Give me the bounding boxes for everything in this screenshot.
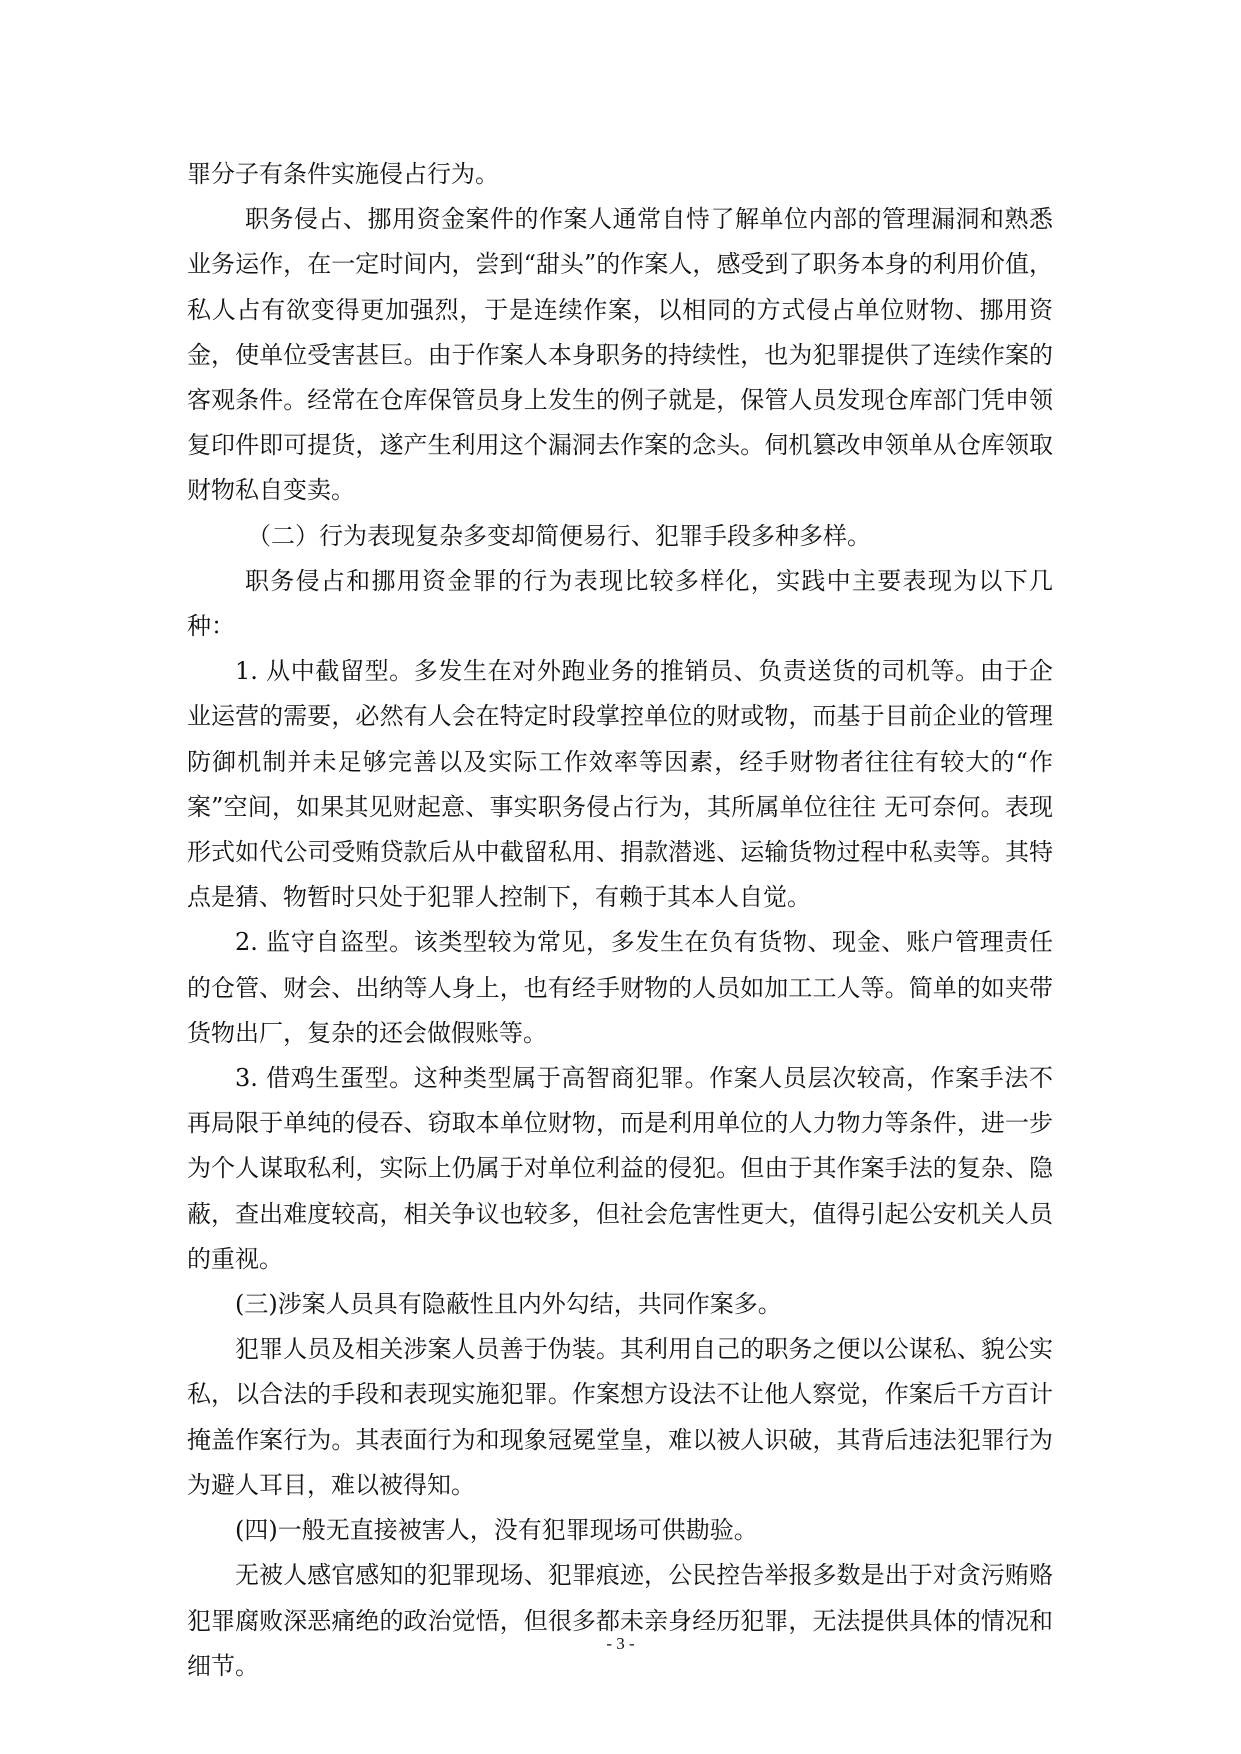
paragraph-repeat-offense: 职务侵占、挪用资金案件的作案人通常自恃了解单位内部的管理漏洞和熟悉业务运作，在一定时间内，尝到“甜头”的作案人，感受到了职务本身的利用价值，私人占有欲变得更加强烈，于是连续作案，以相同的方式侵占单位财物、挪用资金，使单位受害甚巨。由于作案人本身职务的持续性，也为犯罪提供了连续作案的客观条件。经常在仓库保管员身上发生的例子就是，保管人员发现仓库部门凭申领复印件即可提货，遂产生利用这个漏洞去作案的念头。伺机篡改申领单从仓库领取财物私自变卖。 bbox=[187, 205, 1053, 505]
list-item-interception: 1. 从中截留型。多发生在对外跑业务的推销员、负责送货的司机等。由于企业运营的需要，必然有人会在特定时段掌控单位的财或物，而基于目前企业的管理防御机制并未足够完善以及实际工作效率等因素，经手财物者往往有较大的“作案”空间，如果其见财起意、事实职务侵占行为，其所属单位往往 无可奈何。表现形式如代公司受贿贷款后从中截留私用、捐款潜逃、运输货物过程中私卖等。其特点是猜、物暂时只处于犯罪人控制下，有赖于其本人自觉。 bbox=[187, 657, 1053, 912]
paragraph-continuation: 罪分子有条件实施侵占行为。 bbox=[187, 160, 499, 188]
page-number: - 3 - bbox=[606, 1634, 635, 1653]
section-heading-2: （二）行为表现复杂多变却简便易行、犯罪手段多种多样。 bbox=[247, 521, 871, 550]
paragraph-behavior-intro: 职务侵占和挪用资金罪的行为表现比较多样化，实践中主要表现为以下几种： bbox=[187, 566, 1053, 641]
paragraph-no-victim: 无被人感官感知的犯罪现场、犯罪痕迹，公民控告举报多数是出于对贪污贿赂犯罪腐败深恶痛绝的政治觉悟，但很多都未亲身经历犯罪，无法提供具体的情况和细节。 bbox=[187, 1561, 1053, 1680]
paragraph-concealment: 犯罪人员及相关涉案人员善于伪装。其利用自己的职务之便以公谋私、貌公实私，以合法的手段和表现实施犯罪。作案想方设法不让他人察觉，作案后千方百计掩盖作案行为。其表面行为和现象冠冕堂皇，难以被人识破，其背后违法犯罪行为为避人耳目，难以被得知。 bbox=[187, 1335, 1053, 1499]
document-body bbox=[187, 152, 1053, 1689]
list-item-self-theft: 2. 监守自盗型。该类型较为常见，多发生在负有货物、现金、账户管理责任的仓管、财会、出纳等人身上，也有经手财物的人员如加工工人等。简单的如夹带货物出厂，复杂的还会做假账等。 bbox=[187, 928, 1053, 1047]
section-heading-4: (四)一般无直接被害人，没有犯罪现场可供勘验。 bbox=[235, 1516, 758, 1545]
list-item-leverage: 3. 借鸡生蛋型。这种类型属于高智商犯罪。作案人员层次较高，作案手法不再局限于单纯的侵吞、窃取本单位财物，而是利用单位的人力物力等条件，进一步为个人谋取私利，实际上仍属于对单位利益的侵犯。但由于其作案手法的复杂、隐蔽，查出难度较高，相关争议也较多，但社会危害性更大，值得引起公安机关人员的重视。 bbox=[187, 1064, 1053, 1273]
section-heading-3: (三)涉案人员具有隐蔽性且内外勾结，共同作案多。 bbox=[235, 1290, 782, 1319]
